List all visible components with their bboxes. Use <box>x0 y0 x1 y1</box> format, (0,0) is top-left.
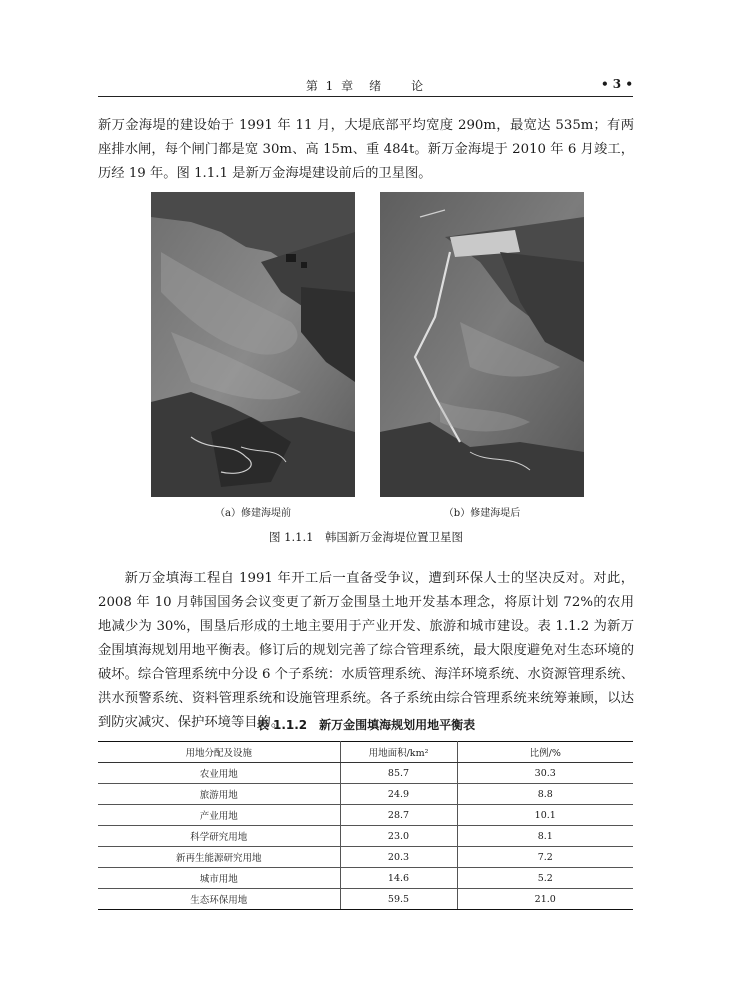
page-number: • 3 • <box>600 77 633 91</box>
figure-caption: 图 1.1.1 韩国新万金海堤位置卫星图 <box>269 530 463 544</box>
table-cell: 产业用地 <box>98 805 340 826</box>
paragraph-dike-construction: 新万金海堤的建设始于 1991 年 11 月，大堤底部平均宽度 290m，最宽达 535m；有两座排水闸，每个闸门都是宽 30m、高 15m、重 484t。新万金海堤于 2010 年 6 月竣工，历经 19 年。图 1.1.1 是新万金海堤建设前后的卫星图。 <box>98 118 634 181</box>
table-cell: 85.7 <box>340 763 457 784</box>
table-cell: 科学研究用地 <box>98 826 340 847</box>
table-row <box>98 889 633 910</box>
figure-subcaption-a: （a）修建海堤前 <box>215 508 291 519</box>
table-cell: 20.3 <box>340 847 457 868</box>
column-header: 用地分配及设施 <box>98 742 340 763</box>
table-cell: 10.1 <box>457 805 633 826</box>
figure-subcaption-b: （b）修建海堤后 <box>443 508 521 519</box>
satellite-image-after <box>380 192 584 497</box>
table-row <box>98 868 633 889</box>
table-row <box>98 805 633 826</box>
table-cell: 生态环保用地 <box>98 889 340 910</box>
table-title: 表 1.1.2 新万金围填海规划用地平衡表 <box>256 718 476 732</box>
table-cell: 5.2 <box>457 868 633 889</box>
table-row <box>98 826 633 847</box>
paragraph-reclamation-project: 新万金填海工程自 1991 年开工后一直备受争议，遭到环保人士的坚决反对。对此，2008 年 10 月韩国国务会议变更了新万金围垦土地开发基本理念，将原计划 72%的农用地减少为 30%，围垦后形成的土地主要用于产业开发、旅游和城市建设。表 1.1.2 为新万金围填海规划用地平衡表。修订后的规划完善了综合管理系统，最大限度避免对生态环境的破坏。综合管理系统中分设 6 个子系统：水质管理系统、海洋环境系统、水资源管理系统、洪水预警系统、资料管理系统和设施管理系统。各子系统由综合管理系统来统筹兼顾，以达到防灾减灾、保护环境等目的。 <box>98 571 634 730</box>
table-header-row <box>98 742 633 763</box>
table-cell: 7.2 <box>457 847 633 868</box>
table-cell: 21.0 <box>457 889 633 910</box>
satellite-image-before <box>151 192 355 497</box>
table-cell: 8.1 <box>457 826 633 847</box>
table-cell: 农业用地 <box>98 763 340 784</box>
table-cell: 14.6 <box>340 868 457 889</box>
column-header: 比例/% <box>457 742 633 763</box>
table-cell: 新再生能源研究用地 <box>98 847 340 868</box>
table-cell: 59.5 <box>340 889 457 910</box>
land-use-table <box>98 741 633 910</box>
table-row <box>98 763 633 784</box>
table-cell: 24.9 <box>340 784 457 805</box>
table-cell: 旅游用地 <box>98 784 340 805</box>
table-cell: 23.0 <box>340 826 457 847</box>
page-header <box>98 74 633 97</box>
chapter-title: 第 1 章 绪 论 <box>305 79 426 93</box>
table-cell: 30.3 <box>457 763 633 784</box>
column-header: 用地面积/km² <box>340 742 457 763</box>
table-row <box>98 847 633 868</box>
table-cell: 城市用地 <box>98 868 340 889</box>
table-cell: 8.8 <box>457 784 633 805</box>
table-row <box>98 784 633 805</box>
table-cell: 28.7 <box>340 805 457 826</box>
